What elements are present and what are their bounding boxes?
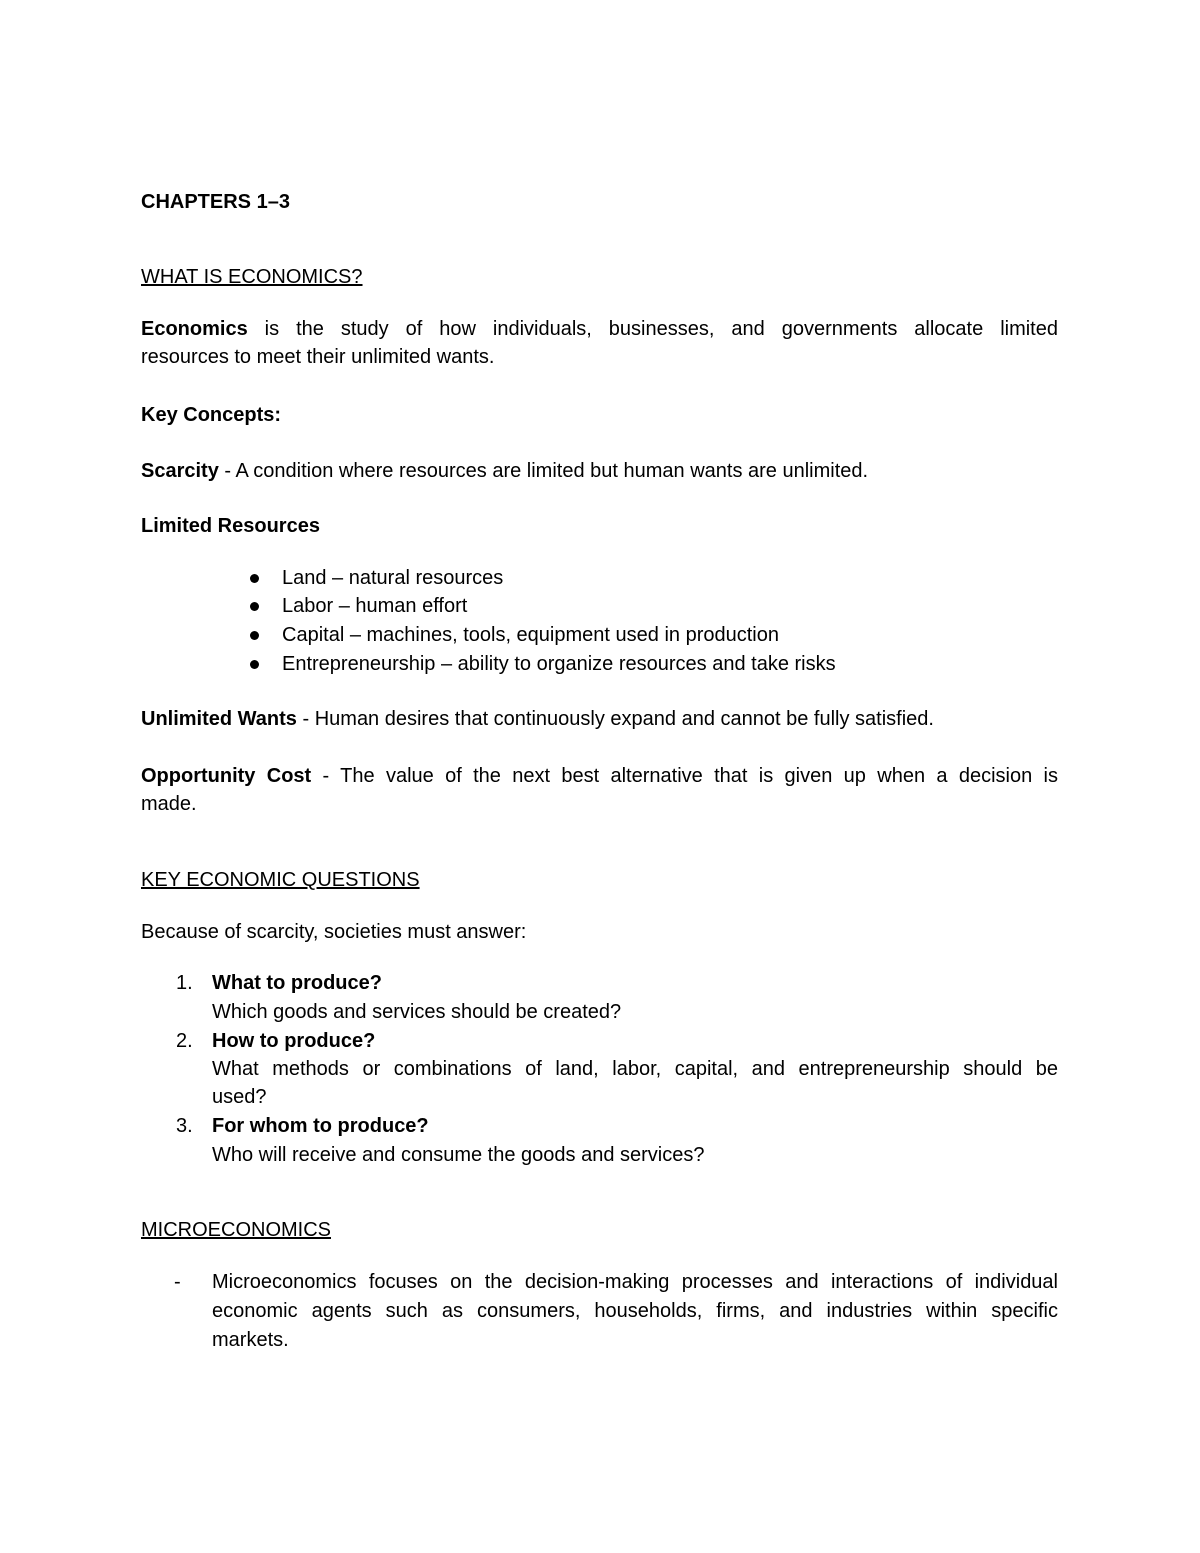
question-text: Which goods and services should be created? [212, 1001, 622, 1023]
resource-item-entrepreneurship: Entrepreneurship – ability to organize resources and take risks [282, 653, 836, 675]
question-text: Who will receive and consume the goods and services? [212, 1144, 705, 1166]
resource-item-land: Land – natural resources [282, 567, 504, 589]
dash-marker: - [174, 1271, 181, 1293]
term-scarcity: Scarcity [141, 460, 219, 482]
microeconomics-text-line-2: economic agents such as consumers, households, firms, and industries within specific [212, 1300, 1058, 1322]
question-text: used? [212, 1086, 267, 1108]
key-concepts-label: Key Concepts: [141, 404, 282, 426]
resource-item-capital: Capital – machines, tools, equipment used in production [282, 624, 779, 646]
scarcity-definition [141, 459, 868, 483]
economics-definition-line-1 [141, 317, 1058, 341]
economics-definition-line-2: resources to meet their unlimited wants. [141, 346, 495, 368]
resource-item-labor: Labor – human effort [282, 595, 468, 617]
list-number: 1. [176, 972, 193, 994]
document-title: CHAPTERS 1–3 [141, 191, 290, 213]
term-economics: Economics [141, 318, 248, 340]
list-number: 3. [176, 1115, 193, 1137]
list-number: 2. [176, 1030, 193, 1052]
section-heading-key-economic-questions: KEY ECONOMIC QUESTIONS [141, 869, 420, 891]
question-title: What to produce? [212, 972, 382, 994]
question-title: How to produce? [212, 1030, 376, 1052]
opportunity-cost-line-2: made. [141, 793, 197, 815]
microeconomics-text-line-3: markets. [212, 1329, 289, 1351]
definition-text: is the study of how individuals, businesses, and governments allocate limited [247, 318, 1058, 340]
bullet-icon [250, 602, 259, 611]
opportunity-cost-line-1 [141, 764, 1058, 788]
limited-resources-label: Limited Resources [141, 515, 320, 537]
bullet-icon [250, 660, 259, 669]
term-unlimited-wants: Unlimited Wants [141, 708, 297, 730]
scarcity-text: - A condition where resources are limited but human wants are unlimited. [218, 460, 869, 482]
opportunity-cost-text: - The value of the next best alternative that is given up when a decision is [311, 765, 1058, 787]
question-text: What methods or combinations of land, labor, capital, and entrepreneurship should be [212, 1058, 1058, 1080]
unlimited-wants-text: - Human desires that continuously expand and cannot be fully satisfied. [296, 708, 934, 730]
section-heading-what-is-economics: WHAT IS ECONOMICS? [141, 266, 363, 288]
question-title: For whom to produce? [212, 1115, 429, 1137]
bullet-icon [250, 631, 259, 640]
microeconomics-text-line-1: Microeconomics focuses on the decision-making processes and interactions of individual [212, 1271, 1058, 1293]
term-opportunity-cost: Opportunity Cost [141, 765, 312, 787]
unlimited-wants-definition [141, 707, 934, 731]
document-page [141, 0, 1058, 1553]
bullet-icon [250, 574, 259, 583]
questions-intro: Because of scarcity, societies must answer: [141, 921, 527, 943]
section-heading-microeconomics: MICROECONOMICS [141, 1219, 331, 1241]
